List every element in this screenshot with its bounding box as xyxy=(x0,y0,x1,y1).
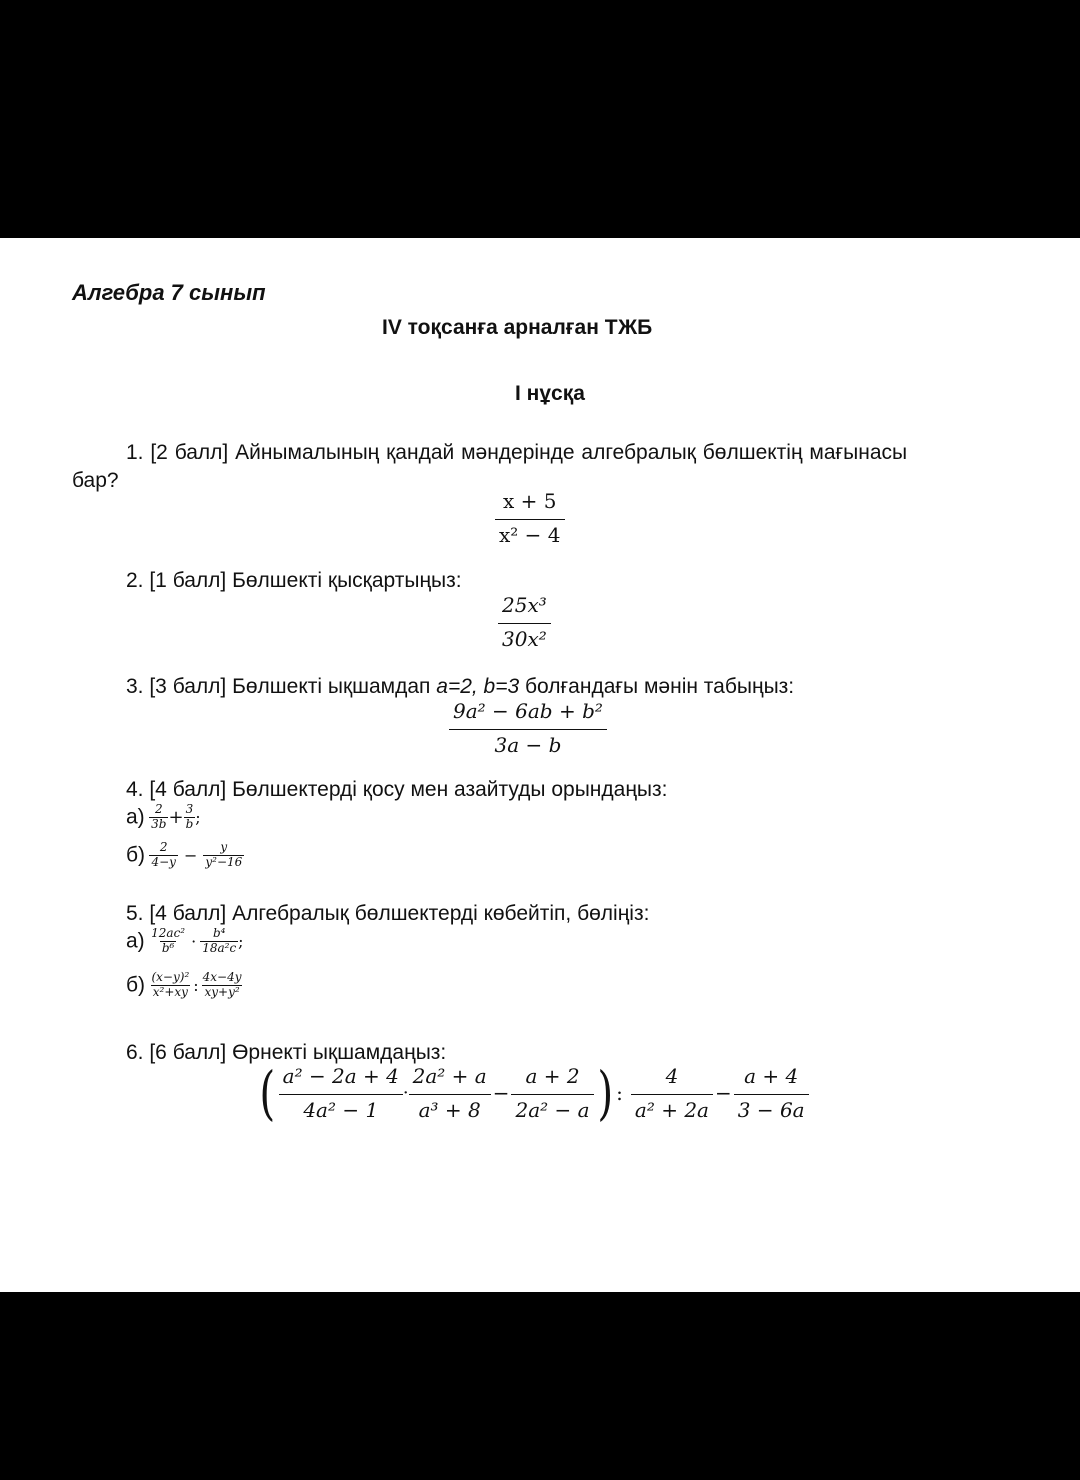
separator: ; xyxy=(238,931,244,951)
operator: : xyxy=(193,975,199,995)
fraction-denominator: 3b xyxy=(151,816,167,831)
task-1-fraction xyxy=(495,490,565,547)
fraction-denominator: x² − 4 xyxy=(495,519,565,547)
fraction-numerator: b⁴ xyxy=(212,926,226,940)
task-3-fraction xyxy=(449,700,607,757)
task-5b xyxy=(126,971,244,1000)
item-label: б) xyxy=(126,973,146,997)
separator: ; xyxy=(195,807,201,827)
task-3-text-a: 3. [3 балл] Бөлшекті ықшамдап xyxy=(126,675,437,698)
open-paren: ( xyxy=(259,1059,276,1127)
operator: + xyxy=(168,806,184,828)
fraction-denominator: a² + 2a xyxy=(631,1094,713,1122)
operator: − xyxy=(492,1081,510,1105)
close-paren: ) xyxy=(596,1059,613,1127)
variant-label: I нұсқа xyxy=(515,382,585,405)
worksheet-page xyxy=(0,238,1080,1292)
fraction-denominator: 4−y xyxy=(151,854,176,869)
operator: : xyxy=(616,1081,623,1105)
fraction-numerator: 4 xyxy=(665,1063,679,1088)
fraction-numerator: 9a² − 6ab + b² xyxy=(453,699,603,723)
fraction-numerator: x + 5 xyxy=(503,489,557,513)
fraction-numerator: a² − 2a + 4 xyxy=(282,1063,399,1088)
fraction-denominator: x²+xy xyxy=(152,984,188,999)
fraction-numerator: 2 xyxy=(154,802,163,816)
task-6-expression xyxy=(256,1059,809,1127)
item-label: б) xyxy=(126,843,146,867)
fraction-denominator: xy+y² xyxy=(204,984,240,999)
task-3-text-c: болғандағы мәнін табыңыз: xyxy=(519,675,795,698)
fraction-denominator: b xyxy=(185,816,194,831)
fraction-denominator: y²−16 xyxy=(205,854,243,869)
task-6-text: 6. [6 балл] Өрнекті ықшамдаңыз: xyxy=(126,1041,447,1064)
fraction-numerator: 25x³ xyxy=(502,593,547,617)
operator: − xyxy=(714,1081,732,1105)
task-2-text: 2. [1 балл] Бөлшекті қысқартыңыз: xyxy=(126,569,462,592)
page-title: IV тоқсанға арналған ТЖБ xyxy=(382,316,653,339)
fraction-denominator: 3a − b xyxy=(449,729,607,757)
task-4-text: 4. [4 балл] Бөлшектерді қосу мен азайтуды орындаңыз: xyxy=(126,778,668,801)
task-3-values: a=2, b=3 xyxy=(436,675,520,698)
fraction-denominator: 3 − 6a xyxy=(734,1094,809,1122)
task-1-text: 1. [2 балл] Айнымалының қандай мәндерінде алгебралық бөлшектің мағынасы xyxy=(126,441,908,464)
fraction-numerator: (x−y)² xyxy=(151,970,190,984)
operator: · xyxy=(191,931,197,951)
fraction-numerator: 12ac² xyxy=(151,926,186,940)
fraction-denominator: b⁶ xyxy=(161,940,175,955)
fraction-numerator: a + 4 xyxy=(744,1063,799,1088)
task-1-text-cont: бар? xyxy=(72,469,119,492)
fraction-denominator: a³ + 8 xyxy=(409,1094,491,1122)
operator: · xyxy=(402,1082,409,1104)
task-5-text: 5. [4 балл] Алгебралық бөлшектерді көбейтіп, бөліңіз: xyxy=(126,902,650,925)
fraction-numerator: a + 2 xyxy=(525,1063,580,1088)
item-label: а) xyxy=(126,929,145,953)
task-4b xyxy=(126,841,244,870)
fraction-denominator: 2a² − a xyxy=(511,1094,593,1122)
fraction-numerator: y xyxy=(220,840,228,854)
fraction-numerator: 4x−4y xyxy=(202,970,242,984)
fraction-numerator: 3 xyxy=(185,802,194,816)
task-4a xyxy=(126,803,201,832)
task-5a xyxy=(126,927,244,956)
fraction-denominator: 30x² xyxy=(498,623,551,651)
fraction-denominator: 4a² − 1 xyxy=(279,1094,403,1122)
fraction-denominator: 18a²c xyxy=(202,940,237,955)
item-label: а) xyxy=(126,805,145,829)
operator: − xyxy=(183,845,198,865)
fraction-numerator: 2a² + a xyxy=(412,1063,487,1088)
subject-heading: Алгебра 7 сынып xyxy=(72,280,266,305)
task-2-fraction xyxy=(498,594,551,651)
task-3-text xyxy=(126,675,794,699)
fraction-numerator: 2 xyxy=(159,840,168,854)
